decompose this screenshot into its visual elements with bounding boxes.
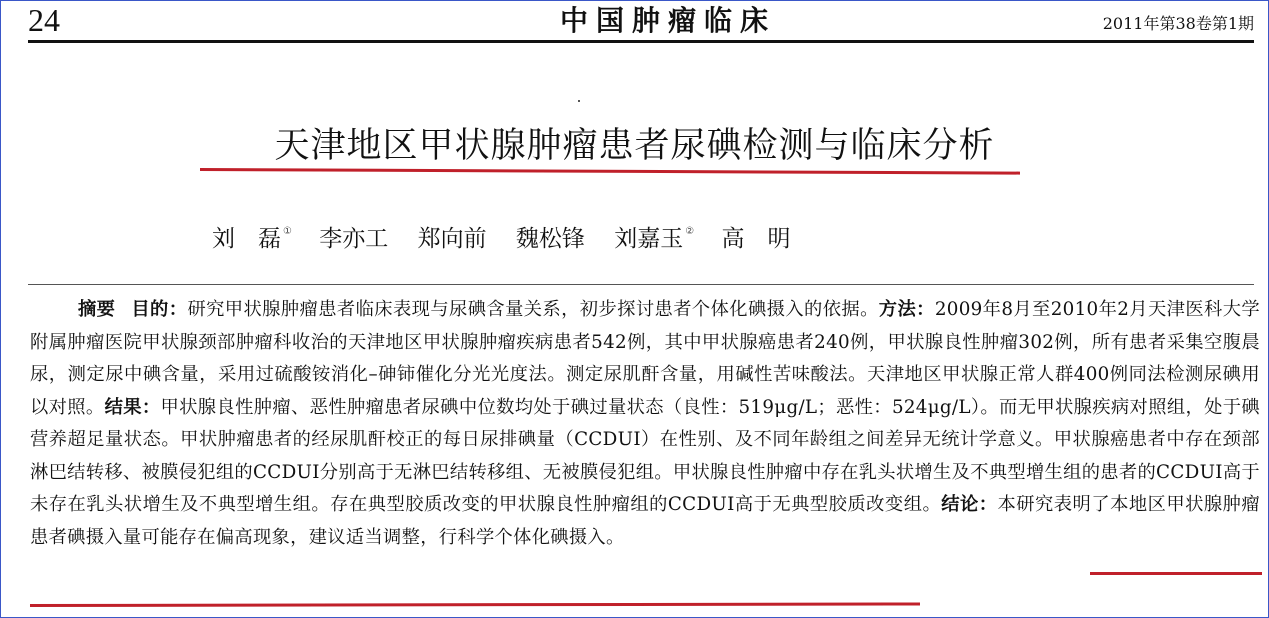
methods-text: 2009年8月至2010年2月天津医科大学附属肿瘤医院甲状腺颈部肿瘤科收治的天津地区甲状腺肿瘤疾病患者542例，其中甲状腺癌患者240例，甲状腺良性肿瘤302例，所有患者采集空腹晨尿，测定尿中碘含量，采用过硫酸铵消化–砷铈催化分光光度法。测定尿肌酐含量，用碱性苦味酸法。天津地区甲状腺正常人群400例同法检测尿碘用以对照。: [30, 299, 1260, 418]
header-rule: [28, 40, 1254, 43]
results-text: 甲状腺良性肿瘤、恶性肿瘤患者尿碘中位数均处于碘过量状态（良性：519μg/L；恶性：524μg/L）。而无甲状腺疾病对照组，处于碘营养超足量状态。甲状肿瘤患者的经尿肌酐校正的每日尿排碘量（CCDUI）在性别、及不同年龄组之间差异无统计学意义。甲状腺癌患者中存在颈部淋巴结转移、被膜侵犯组的CCDUI分别高于无淋巴结转移组、无被膜侵犯组。甲状腺良性肿瘤中存在乳头状增生及不典型增生组的患者的CCDUI高于未存在乳头状增生及不典型增生组。存在典型胶质改变的甲状腺良性肿瘤组的CCDUI高于无典型胶质改变组。: [30, 396, 1260, 515]
author-name: 魏松锋: [515, 226, 585, 252]
page-number: 24: [28, 2, 60, 38]
page-header: [28, 0, 1254, 42]
author-affiliation-mark: ①: [283, 226, 292, 237]
author-name: 刘嘉玉: [614, 226, 684, 252]
author-name: 李亦工: [319, 226, 389, 252]
conclusion-text: 本研究表明了本地区甲状腺肿瘤患者碘摄入量可能存在偏高现象，建议适当调整，行科学个体化碘摄入。: [30, 494, 1260, 548]
author-name: 高 明: [721, 226, 791, 252]
results-label: 结果：: [104, 396, 161, 418]
author: [722, 214, 793, 257]
author: [418, 214, 489, 257]
author: [614, 214, 694, 257]
author-affiliation-mark: ②: [685, 226, 695, 237]
objective-text: 研究甲状腺肿瘤患者临床表现与尿碘含量关系，初步探讨患者个体化碘摄入的依据。: [187, 299, 879, 320]
author: [212, 214, 292, 257]
author-name: 郑向前: [417, 226, 487, 252]
article-title: 天津地区甲状腺肿瘤患者尿碘检测与临床分析: [274, 126, 995, 166]
methods-label: 方法：: [878, 299, 935, 320]
objective-label: 目的：: [131, 299, 188, 320]
author-list: [212, 214, 813, 254]
author: [516, 214, 587, 257]
conclusion-label: 结论：: [941, 494, 998, 515]
abstract-label: 摘要: [78, 299, 116, 320]
section-rule: [28, 284, 1254, 285]
issue-info: 2011年第38卷第1期: [1102, 14, 1254, 33]
conclusion-highlight-underline: [1090, 572, 1262, 575]
abstract: [30, 294, 1260, 554]
journal-name: 中国肿瘤临床: [559, 4, 776, 37]
author-name: 刘 磊: [212, 226, 281, 252]
speck: [578, 100, 580, 102]
author: [319, 214, 390, 257]
